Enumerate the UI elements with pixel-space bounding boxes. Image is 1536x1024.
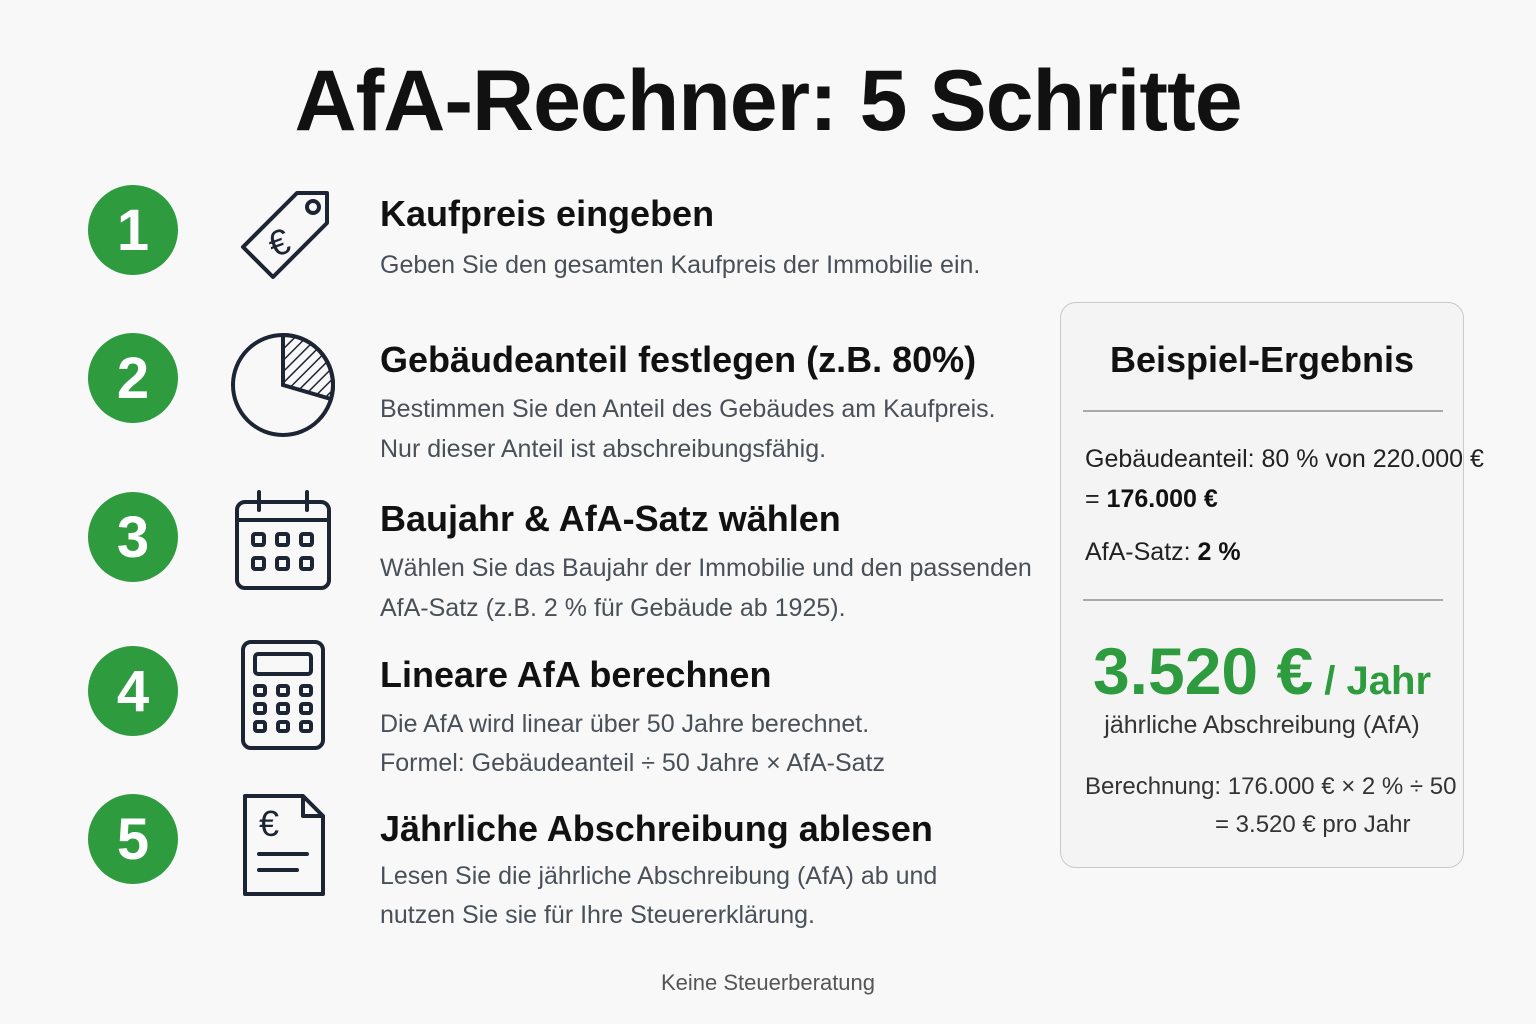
calculation-line-1: Berechnung: 176.000 € × 2 % ÷ 50: [1085, 773, 1457, 800]
step-number-badge: 1: [88, 185, 178, 275]
step-1: [0, 185, 1060, 345]
example-result-card: [1060, 302, 1484, 868]
calendar-icon: [225, 486, 341, 602]
step-title: Kaufpreis eingeben: [380, 193, 715, 234]
divider: [1083, 599, 1443, 601]
step-description-line: nutzen Sie sie für Ihre Steuererklärung.: [380, 901, 815, 929]
step-number-badge: 2: [88, 333, 178, 423]
step-description-line: Lesen Sie die jährliche Abschreibung (AfA) ab und: [380, 862, 938, 890]
pie-chart-icon: [225, 327, 341, 443]
step-title: Lineare AfA berechnen: [380, 654, 772, 695]
annual-afa-amount: 3.520 €: [1092, 634, 1314, 708]
building-share-label: Gebäudeanteil: 80 % von 220.000 €: [1085, 445, 1484, 473]
calculation-line-2: = 3.520 € pro Jahr: [1215, 811, 1411, 838]
building-share-result: [1085, 485, 1218, 514]
euro-document-icon: [225, 790, 341, 906]
step-4: [0, 646, 1060, 806]
calculator-icon: [225, 638, 341, 754]
step-number-badge: 4: [88, 646, 178, 736]
price-tag-euro-icon: [225, 181, 341, 297]
step-description-line: Geben Sie den gesamten Kaufpreis der Immobilie ein.: [380, 251, 981, 279]
step-3: [0, 492, 1060, 652]
annual-afa-caption: jährliche Abschreibung (AfA): [1104, 711, 1420, 739]
afa-rate: [1085, 538, 1241, 567]
step-description-line: Nur dieser Anteil ist abschreibungsfähig.: [380, 435, 827, 463]
divider: [1083, 410, 1443, 412]
afa-rate-value: 2 %: [1197, 538, 1241, 566]
building-share-result-prefix: =: [1085, 485, 1107, 513]
disclaimer-footer: Keine Steuerberatung: [660, 970, 876, 995]
step-description-line: Wählen Sie das Baujahr der Immobilie und den passenden: [380, 554, 1032, 582]
step-title: Jährliche Abschreibung ablesen: [380, 808, 933, 849]
step-number-badge: 5: [88, 794, 178, 884]
example-card-title: Beispiel-Ergebnis: [1109, 339, 1415, 380]
afa-rate-label: AfA-Satz:: [1085, 538, 1198, 566]
step-title: Baujahr & AfA-Satz wählen: [380, 498, 841, 539]
step-description-line: Bestimmen Sie den Anteil des Gebäudes am Kaufpreis.: [380, 395, 996, 423]
step-number-badge: 3: [88, 492, 178, 582]
step-title: Gebäudeanteil festlegen (z.B. 80%): [380, 339, 977, 380]
step-description-line: AfA-Satz (z.B. 2 % für Gebäude ab 1925).: [380, 594, 846, 622]
annual-afa-result: [1061, 633, 1463, 709]
step-description-line: Die AfA wird linear über 50 Jahre berechnet.: [380, 710, 870, 738]
step-5: [0, 794, 1060, 954]
building-share-result-value: 176.000 €: [1106, 485, 1218, 513]
step-description-line: Formel: Gebäudeanteil ÷ 50 Jahre × AfA-Satz: [380, 749, 885, 777]
annual-afa-unit: / Jahr: [1313, 659, 1432, 703]
page-title: AfA-Rechner: 5 Schritte: [294, 53, 1242, 149]
step-2: [0, 333, 1060, 493]
svg-text:€: €: [262, 219, 296, 266]
svg-text:€: €: [258, 803, 280, 844]
